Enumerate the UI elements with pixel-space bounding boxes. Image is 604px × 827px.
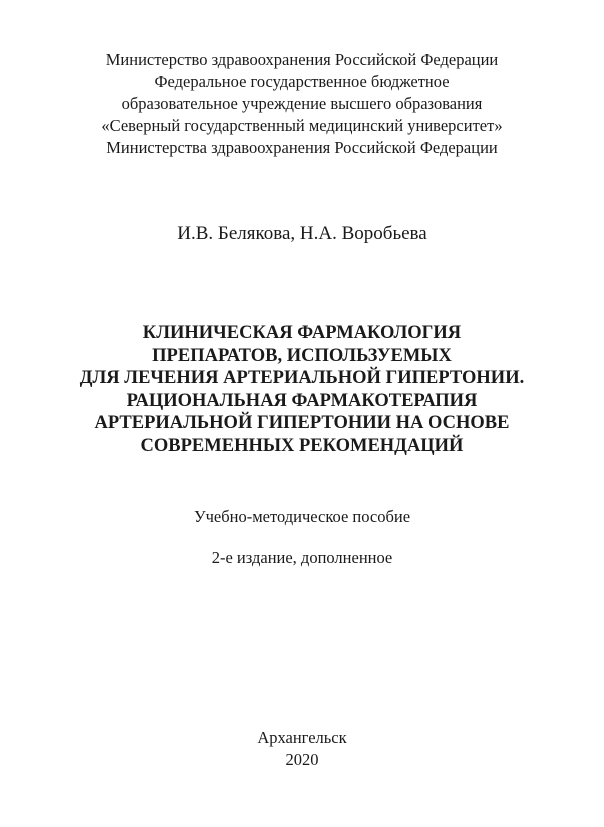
title-line: АРТЕРИАЛЬНОЙ ГИПЕРТОНИИ НА ОСНОВЕ (94, 413, 510, 433)
title-line: СОВРЕМЕННЫХ РЕКОМЕНДАЦИЙ (140, 435, 464, 456)
title-line: ДЛЯ ЛЕЧЕНИЯ АРТЕРИАЛЬНОЙ ГИПЕРТОНИИ. (79, 368, 525, 388)
title-line: РАЦИОНАЛЬНАЯ ФАРМАКОТЕРАПИЯ (126, 390, 478, 411)
organization-line: Федеральное государственное бюджетное (154, 72, 450, 91)
organization-line: образовательное учреждение высшего образования (121, 94, 483, 113)
publication-year: 2020 (285, 750, 319, 769)
organization-line: Министерства здравоохранения Российской Федерации (106, 138, 498, 157)
organization-line: «Северный государственный медицинский университет» (101, 116, 503, 135)
document-title (0, 322, 604, 457)
organization-line: Министерство здравоохранения Российской Федерации (105, 50, 499, 69)
title-line: КЛИНИЧЕСКАЯ ФАРМАКОЛОГИЯ (142, 323, 462, 343)
document-type: Учебно-методическое пособие (193, 507, 411, 526)
title-line: ПРЕПАРАТОВ, ИСПОЛЬЗУЕМЫХ (152, 345, 452, 366)
edition: 2-е издание, дополненное (211, 548, 393, 567)
organization-block (0, 49, 604, 159)
authors: И.В. Белякова, Н.А. Воробьева (177, 223, 427, 244)
publication-city: Архангельск (257, 728, 347, 747)
